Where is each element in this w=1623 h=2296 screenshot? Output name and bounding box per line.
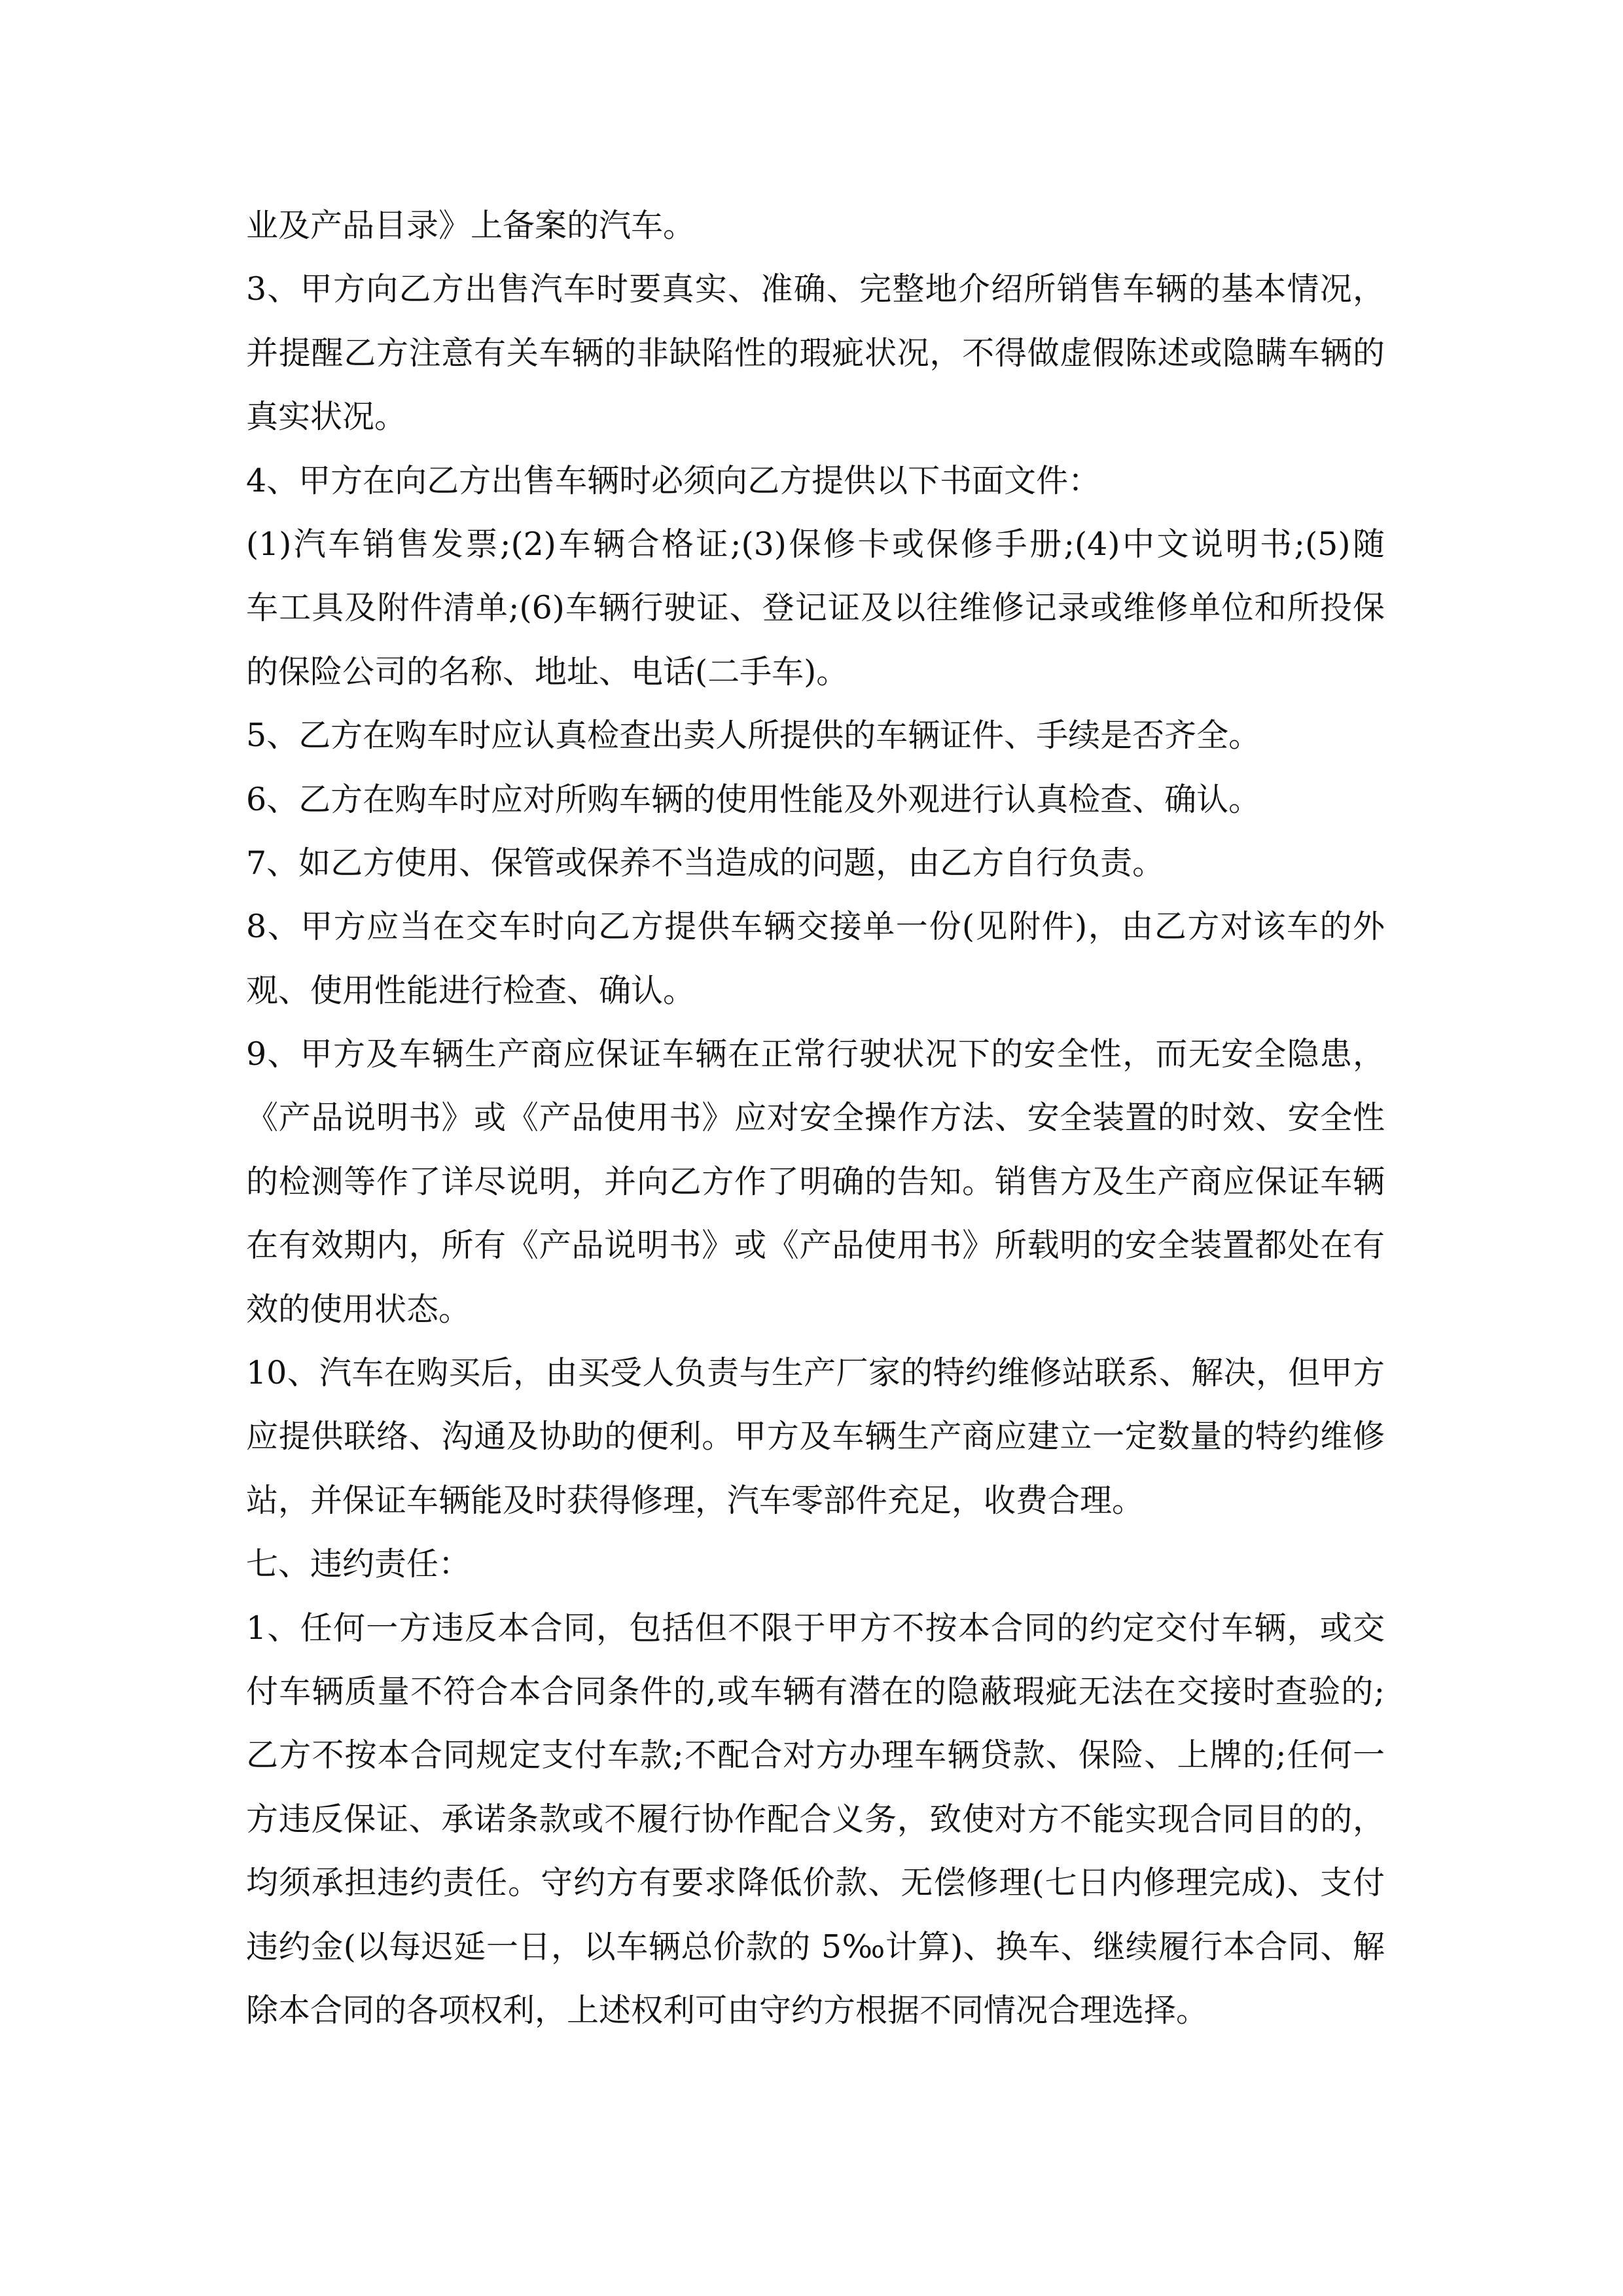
text-line: 站，并保证车辆能及时获得修理，汽车零部件充足，收费合理。 <box>246 1481 1145 1519</box>
text-line: 并提醒乙方注意有关车辆的非缺陷性的瑕疵状况，不得做虚假陈述或隐瞒车辆的 <box>246 334 1385 372</box>
text-line: 1、任何一方违反本合同，包括但不限于甲方不按本合同的约定交付车辆，或交 <box>246 1609 1385 1647</box>
text-line: 4、甲方在向乙方出售车辆时必须向乙方提供以下书面文件： <box>246 461 1101 499</box>
text-line: 乙方不按本合同规定支付车款;不配合对方办理车辆贷款、保险、上牌的;任何一 <box>246 1736 1385 1774</box>
text-line: 的检测等作了详尽说明，并向乙方作了明确的告知。销售方及生产商应保证车辆 <box>246 1162 1385 1200</box>
text-line: 均须承担违约责任。守约方有要求降低价款、无偿修理(七日内修理完成)、支付 <box>246 1864 1385 1902</box>
text-line: 在有效期内，所有《产品说明书》或《产品使用书》所载明的安全装置都处在有 <box>246 1227 1385 1265</box>
text-line: 车工具及附件清单;(6)车辆行驶证、登记证及以往维修记录或维修单位和所投保 <box>246 589 1385 627</box>
text-line: 10、汽车在购买后，由买受人负责与生产厂家的特约维修站联系、解决，但甲方 <box>246 1354 1385 1392</box>
contract-text-body <box>246 194 1385 2042</box>
text-line: 除本合同的各项权利，上述权利可由守约方根据不同情况合理选择。 <box>246 1991 1209 2029</box>
text-line: 9、甲方及车辆生产商应保证车辆在正常行驶状况下的安全性，而无安全隐患， <box>246 1035 1385 1073</box>
text-line: 《产品说明书》或《产品使用书》应对安全操作方法、安全装置的时效、安全性 <box>246 1099 1385 1137</box>
text-line: 7、如乙方使用、保管或保养不当造成的问题，由乙方自行负责。 <box>246 844 1165 882</box>
text-line: 应提供联络、沟通及协助的便利。甲方及车辆生产商应建立一定数量的特约维修 <box>246 1418 1385 1456</box>
text-line: 3、甲方向乙方出售汽车时要真实、准确、完整地介绍所销售车辆的基本情况， <box>246 270 1385 308</box>
text-line: 效的使用状态。 <box>246 1290 471 1328</box>
text-line: 5、乙方在购车时应认真检查出卖人所提供的车辆证件、手续是否齐全。 <box>246 717 1261 755</box>
text-line: 观、使用性能进行检查、确认。 <box>246 971 696 1009</box>
text-line: 8、甲方应当在交车时向乙方提供车辆交接单一份(见附件)，由乙方对该车的外 <box>246 908 1385 946</box>
text-line: 七、违约责任： <box>246 1545 471 1583</box>
text-line: 方违反保证、承诺条款或不履行协作配合义务，致使对方不能实现合同目的的， <box>246 1800 1385 1838</box>
text-line: 付车辆质量不符合本合同条件的,或车辆有潜在的隐蔽瑕疵无法在交接时查验的; <box>246 1672 1385 1710</box>
text-line: 业及产品目录》上备案的汽车。 <box>246 207 696 244</box>
text-line: 违约金(以每迟延一日，以车辆总价款的 5‰计算)、换车、继续履行本合同、解 <box>246 1928 1385 1965</box>
text-line: 6、乙方在购车时应对所购车辆的使用性能及外观进行认真检查、确认。 <box>246 780 1261 818</box>
text-line: 的保险公司的名称、地址、电话(二手车)。 <box>246 653 849 691</box>
text-line: 真实状况。 <box>246 398 407 436</box>
text-line: (1)汽车销售发票;(2)车辆合格证;(3)保修卡或保修手册;(4)中文说明书;(5)随 <box>246 525 1385 563</box>
